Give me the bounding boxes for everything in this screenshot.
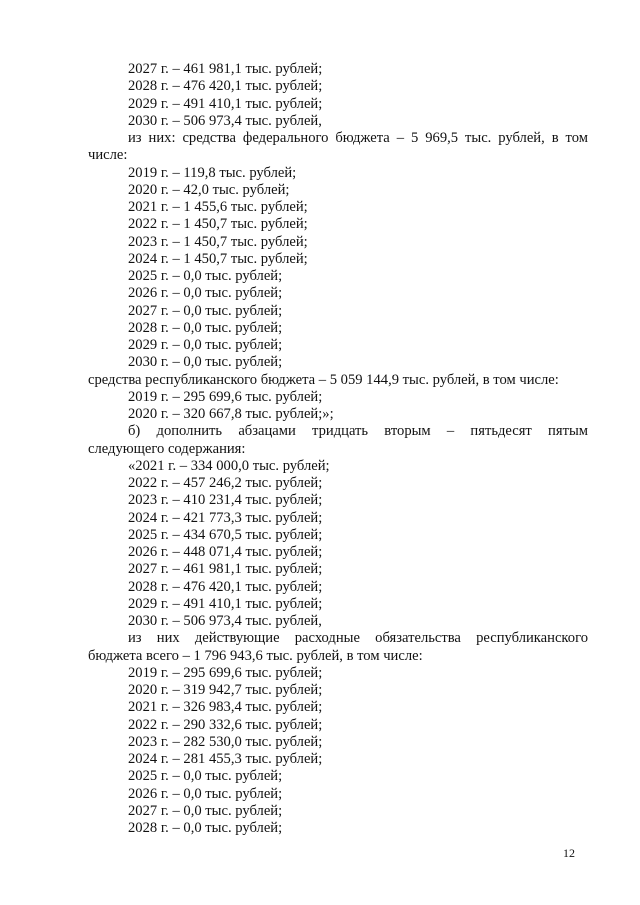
text-line: 2028 г. – 0,0 тыс. рублей; (128, 820, 283, 836)
text-line: 2020 г. – 319 942,7 тыс. рублей; (128, 682, 323, 698)
text-line: 2030 г. – 0,0 тыс. рублей; (128, 354, 283, 371)
text-line: 2019 г. – 295 699,6 тыс. рублей; (128, 664, 323, 681)
text-line: 2022 г. – 1 450,7 тыс. рублей; (128, 216, 308, 233)
text-line: средства республиканского бюджета – 5 059 144,9 тыс. рублей, в том числе: (88, 371, 559, 388)
text-line: 2027 г. – 461 981,1 тыс. рублей; (128, 561, 323, 578)
text-line: 2023 г. – 410 231,4 тыс. рублей; (128, 492, 323, 509)
text-line: 2023 г. – 1 450,7 тыс. рублей; (128, 233, 308, 250)
text-line: 2028 г. – 476 420,1 тыс. рублей; (128, 78, 323, 95)
text-line: 2024 г. – 281 455,3 тыс. рублей; (128, 751, 323, 767)
text-line: из них: средства федерального бюджета – 5 969,5 тыс. рублей, в том (128, 130, 588, 146)
text-line: 2030 г. – 506 973,4 тыс. рублей, (128, 112, 322, 129)
text-line: из них действующие расходные обязательства республиканского (128, 630, 588, 647)
text-line: 2025 г. – 0,0 тыс. рублей; (128, 768, 283, 785)
text-line: 2028 г. – 476 420,1 тыс. рублей; (128, 578, 323, 595)
text-line: 2025 г. – 0,0 тыс. рублей; (128, 268, 283, 284)
text-line: 2027 г. – 0,0 тыс. рублей; (128, 802, 283, 819)
text-line: 2026 г. – 0,0 тыс. рублей; (128, 785, 283, 802)
text-line: 2026 г. – 448 071,4 тыс. рублей; (128, 544, 323, 560)
text-line: 2020 г. – 42,0 тыс. рублей; (128, 181, 290, 198)
text-line: 2023 г. – 282 530,0 тыс. рублей; (128, 733, 323, 750)
text-line: 2024 г. – 1 450,7 тыс. рублей; (128, 250, 308, 267)
page-number: 12 (563, 846, 575, 860)
document-body (88, 61, 588, 837)
text-line: б) дополнить абзацами тридцать вторым – пятьдесят пятым (128, 423, 588, 440)
text-line: 2030 г. – 506 973,4 тыс. рублей, (128, 613, 322, 629)
text-line: 2024 г. – 421 773,3 тыс. рублей; (128, 509, 323, 526)
text-line: 2025 г. – 434 670,5 тыс. рублей; (128, 526, 323, 543)
text-line: 2026 г. – 0,0 тыс. рублей; (128, 285, 283, 302)
text-line: 2029 г. – 0,0 тыс. рублей; (128, 337, 283, 353)
text-line: «2021 г. – 334 000,0 тыс. рублей; (128, 457, 330, 474)
text-line: 2022 г. – 290 332,6 тыс. рублей; (128, 716, 323, 733)
text-line: бюджета всего – 1 796 943,6 тыс. рублей, в том числе: (88, 647, 423, 664)
text-line: 2022 г. – 457 246,2 тыс. рублей; (128, 475, 323, 491)
text-line: 2020 г. – 320 667,8 тыс. рублей;»; (128, 406, 334, 422)
text-line: 2021 г. – 326 983,4 тыс. рублей; (128, 699, 323, 716)
text-line: следующего содержания: (88, 440, 246, 457)
text-line: 2027 г. – 461 981,1 тыс. рублей; (128, 61, 323, 77)
text-line: 2028 г. – 0,0 тыс. рублей; (128, 319, 283, 336)
text-line: 2029 г. – 491 410,1 тыс. рублей; (128, 95, 323, 112)
text-line: 2029 г. – 491 410,1 тыс. рублей; (128, 595, 323, 612)
text-line: 2019 г. – 119,8 тыс. рублей; (128, 164, 297, 181)
text-line: 2027 г. – 0,0 тыс. рублей; (128, 302, 283, 319)
text-line: 2021 г. – 1 455,6 тыс. рублей; (128, 199, 308, 215)
text-line: 2019 г. – 295 699,6 тыс. рублей; (128, 388, 323, 405)
text-line: числе: (88, 147, 128, 164)
